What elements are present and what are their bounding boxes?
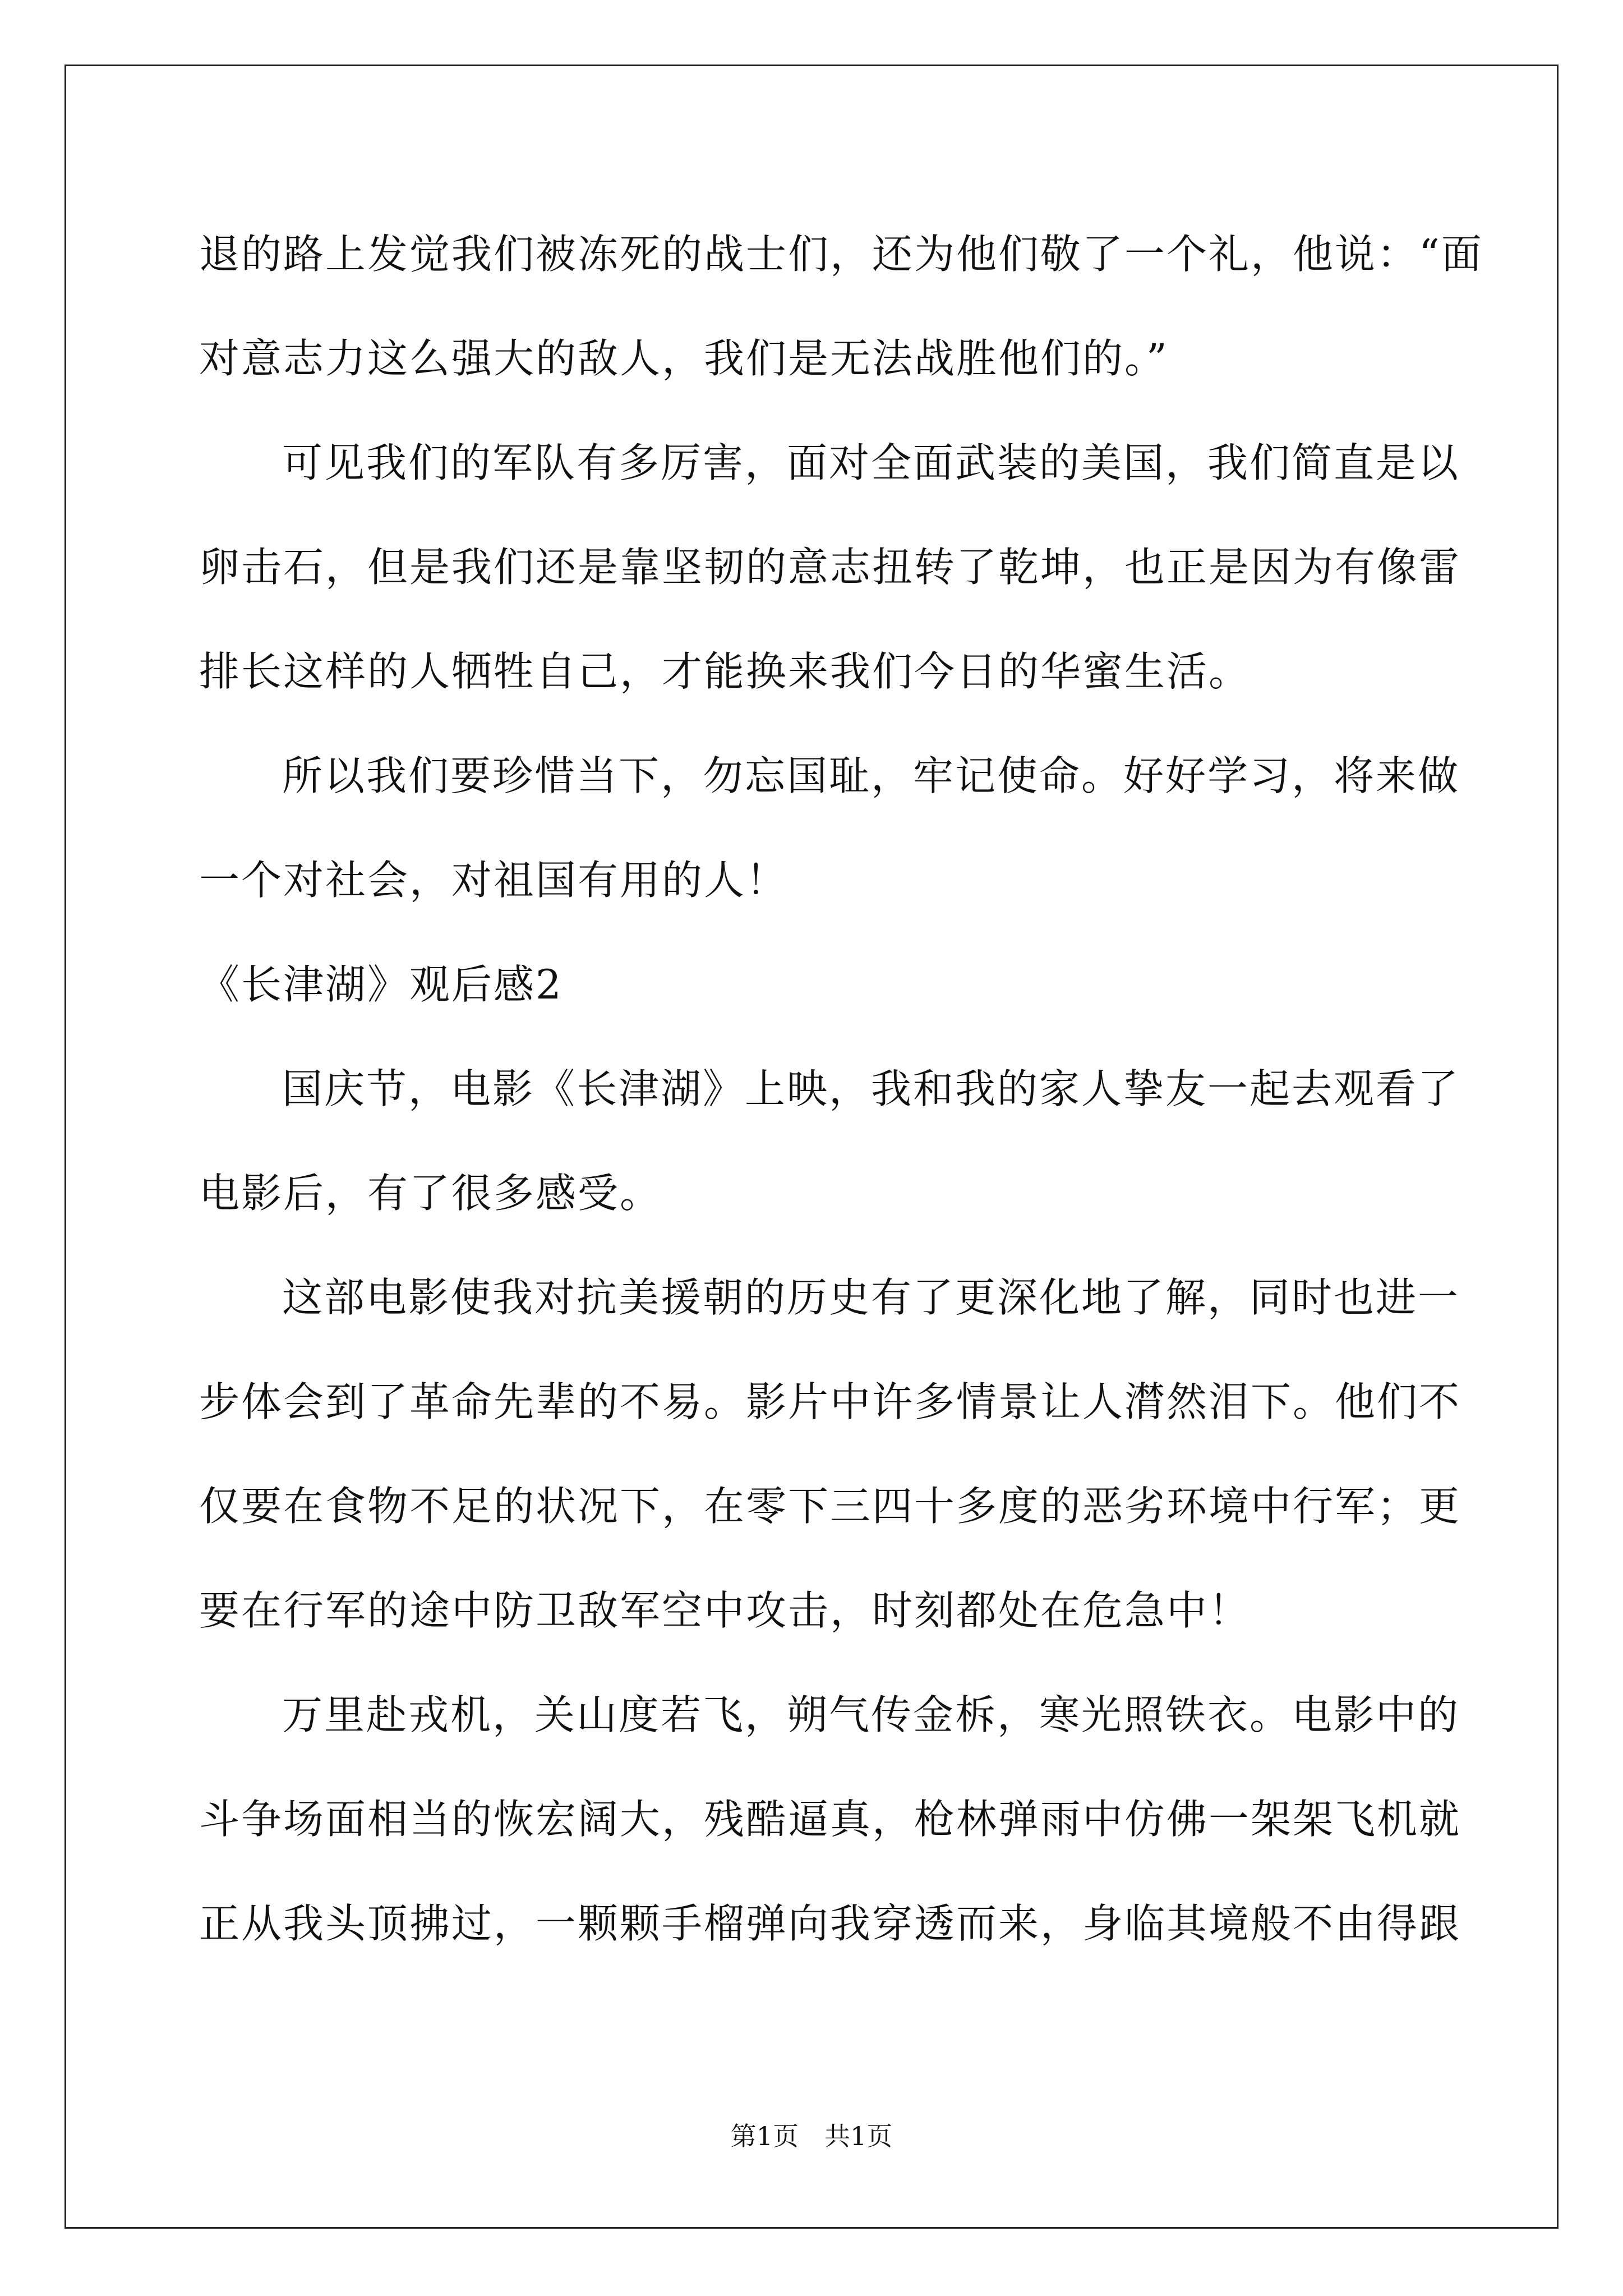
paragraph-start-line: 这部电影使我对抗美援朝的历史有了更深化地了解，同时也进一 (282, 1274, 1460, 1321)
paragraph-start-line: 可见我们的军队有多厉害，面对全面武装的美国，我们简直是以 (282, 439, 1460, 486)
text-line: 排长这样的人牺牲自己，才能换来我们今日的华蜜生活。 (199, 648, 1251, 695)
section-heading: 《长津湖》观后感2 (199, 961, 563, 1008)
text-line: 卵击石，但是我们还是靠坚韧的意志扭转了乾坤，也正是因为有像雷 (199, 544, 1461, 591)
paragraph-start-line: 所以我们要珍惜当下，勿忘国耻，牢记使命。好好学习，将来做 (282, 752, 1460, 799)
text-line: 要在行军的途中防卫敌军空中攻击，时刻都处在危急中！ (199, 1587, 1251, 1634)
text-line: 仅要在食物不足的状况下，在零下三四十多度的恶劣环境中行军；更 (199, 1483, 1461, 1530)
text-line: 退的路上发觉我们被冻死的战士们，还为他们敬了一个礼，他说：“面 (199, 231, 1483, 278)
page-footer: 第1页 共1页 (730, 2121, 893, 2151)
document-body (199, 202, 1483, 1976)
text-line: 步体会到了革命先辈的不易。影片中许多情景让人潸然泪下。他们不 (199, 1378, 1461, 1425)
text-line: 一个对社会，对祖国有用的人！ (199, 857, 789, 904)
paragraph-start-line: 国庆节，电影《长津湖》上映，我和我的家人挚友一起去观看了 (282, 1065, 1460, 1112)
text-line: 对意志力这么强大的敌人，我们是无法战胜他们的。” (199, 335, 1169, 382)
text-line: 正从我头顶拂过，一颗颗手榴弹向我穿透而来，身临其境般不由得跟 (199, 1900, 1461, 1947)
paragraph-start-line: 万里赴戎机，关山度若飞，朔气传金柝，寒光照铁衣。电影中的 (282, 1691, 1460, 1738)
text-line: 斗争场面相当的恢宏阔大，残酷逼真，枪林弹雨中仿佛一架架飞机就 (199, 1796, 1461, 1843)
text-line: 电影后，有了很多感受。 (199, 1170, 662, 1217)
